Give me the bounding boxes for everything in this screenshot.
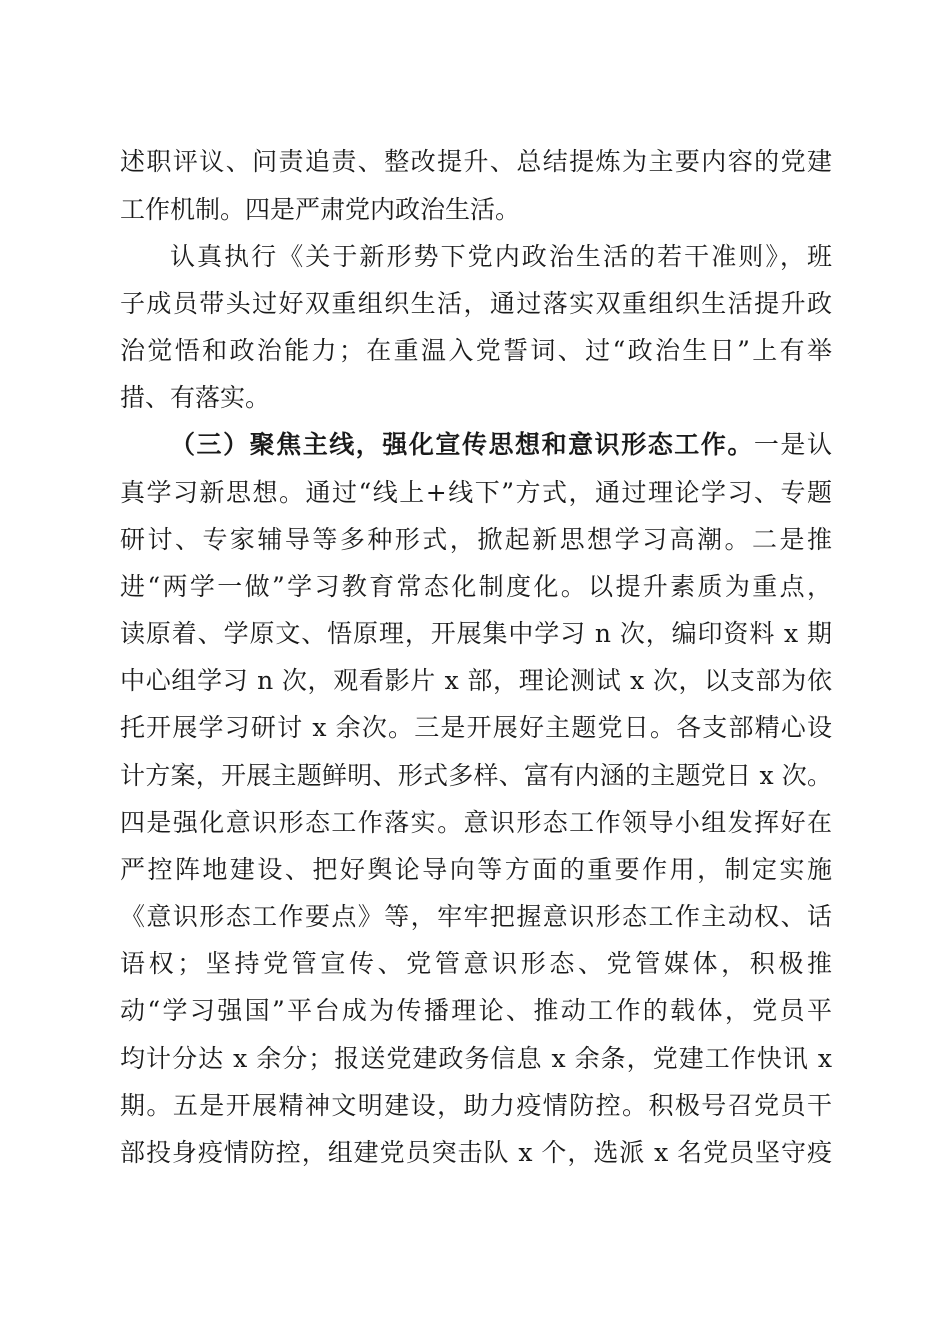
text-line: 述职评议、问责追责、整改提升、总结提炼为主要内容的党建	[120, 147, 832, 176]
text-line: 动“学习强国”平台成为传播理论、推动工作的载体，党员平	[120, 996, 832, 1025]
text-fragment: 一是认	[753, 430, 832, 459]
section-heading: （三）聚焦主线，强化宣传思想和意识形态工作。	[170, 430, 754, 459]
text-line: 真学习新思想。通过“线上+线下”方式，通过理论学习、专题	[120, 478, 832, 507]
section-heading-line	[170, 425, 832, 465]
text-line: 读原着、学原文、悟原理，开展集中学习 n 次，编印资料 x 期	[120, 619, 832, 648]
text-line: 托开展学习研讨 x 余次。三是开展好主题党日。各支部精心设	[120, 713, 832, 742]
text-line: 严控阵地建设、把好舆论导向等方面的重要作用，制定实施	[120, 855, 832, 884]
text-line: 计方案，开展主题鲜明、形式多样、富有内涵的主题党日 x 次。	[120, 761, 832, 790]
text-line: 期。五是开展精神文明建设，助力疫情防控。积极号召党员干	[120, 1091, 832, 1120]
text-line: 研讨、专家辅导等多种形式，掀起新思想学习高潮。二是推	[120, 525, 832, 554]
text-line: 部投身疫情防控，组建党员突击队 x 个，选派 x 名党员坚守疫	[120, 1138, 832, 1167]
text-line: 子成员带头过好双重组织生活，通过落实双重组织生活提升政	[120, 289, 832, 318]
text-line: 均计分达 x 余分；报送党建政务信息 x 余条，党建工作快讯 x	[120, 1044, 832, 1073]
text-line: 四是强化意识形态工作落实。意识形态工作领导小组发挥好在	[120, 808, 832, 837]
text-line: 认真执行《关于新形势下党内政治生活的若干准则》，班	[170, 242, 832, 271]
text-line: 工作机制。四是严肃党内政治生活。	[120, 195, 521, 224]
text-line: 中心组学习 n 次，观看影片 x 部，理论测试 x 次，以支部为依	[120, 666, 832, 695]
text-line: 措、有落实。	[120, 383, 271, 412]
text-line: 《意识形态工作要点》等，牢牢把握意识形态工作主动权、话	[120, 902, 832, 931]
text-line: 治觉悟和政治能力；在重温入党誓词、过“政治生日”上有举	[120, 336, 832, 365]
text-line: 进“两学一做”学习教育常态化制度化。以提升素质为重点，	[120, 572, 832, 601]
text-line: 语权；坚持党管宣传、党管意识形态、党管媒体，积极推	[120, 949, 832, 978]
